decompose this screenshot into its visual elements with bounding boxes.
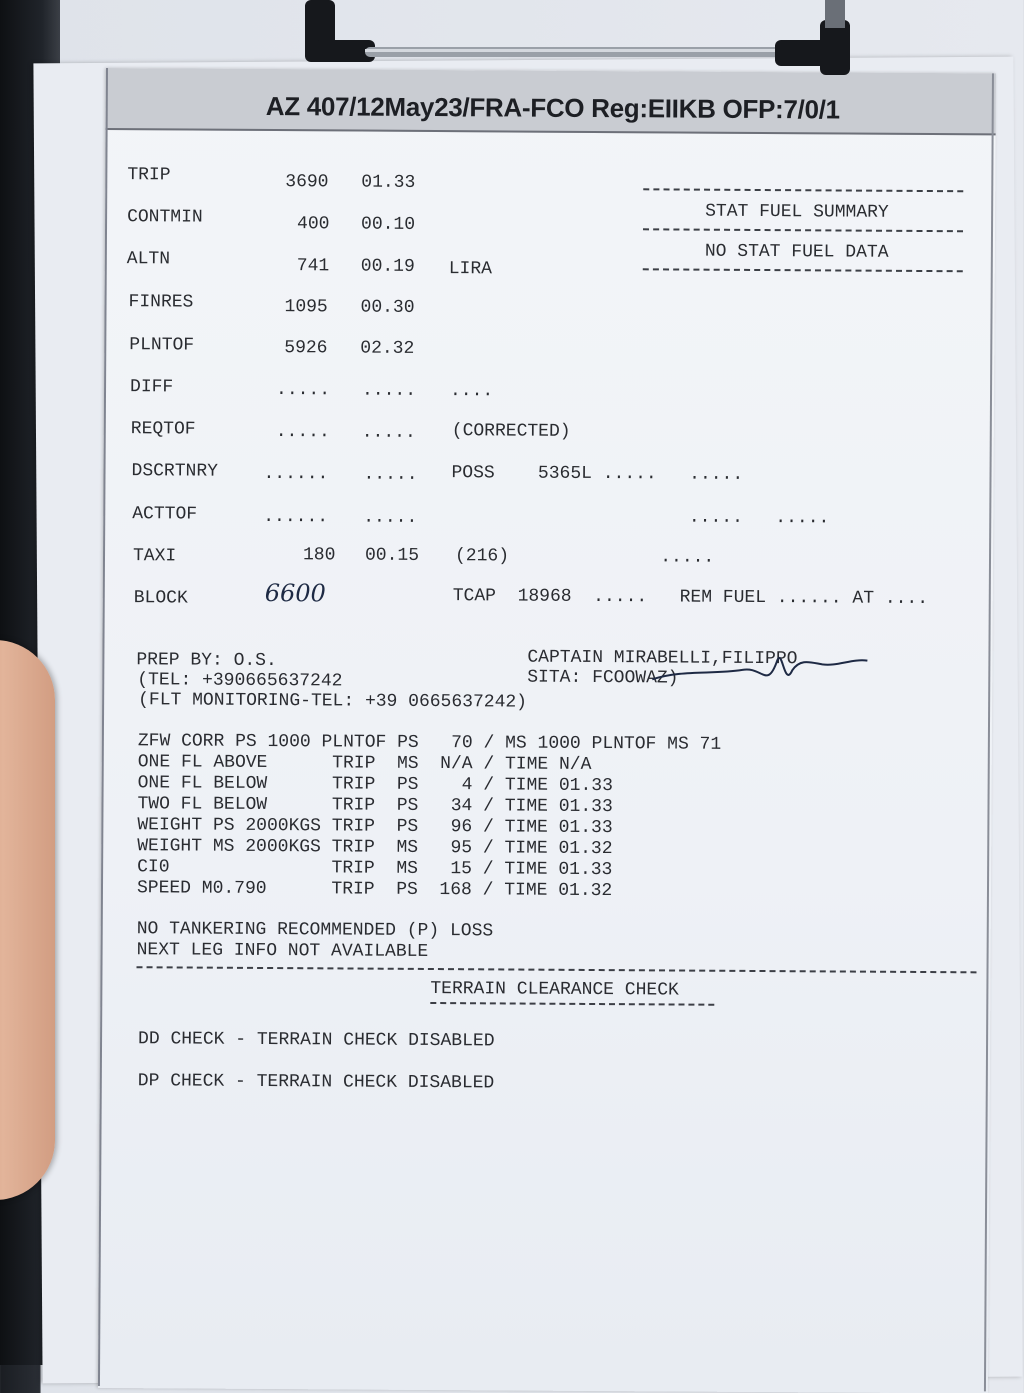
fuel-label: ACTTOF	[132, 504, 198, 525]
discretionary-extra: POSS 5365L ..... .....	[451, 463, 744, 485]
tankering-line: NO TANKERING RECOMMENDED (P) LOSS	[136, 919, 494, 942]
taxi-extra: (216) .....	[454, 546, 715, 568]
time-value: 00.10	[360, 214, 416, 235]
dp-check: DP CHECK - TERRAIN CHECK DISABLED	[137, 1071, 495, 1094]
correction-line: TWO FL BELOW TRIP PS 34 / TIME 01.33	[137, 794, 613, 818]
thumb	[0, 640, 55, 1200]
stat-fuel-title: STAT FUEL SUMMARY	[705, 201, 889, 223]
captain-name: CAPTAIN MIRABELLI,FILIPPO	[527, 647, 798, 670]
correction-line: WEIGHT MS 2000KGS TRIP MS 95 / TIME 01.32	[137, 836, 613, 860]
fuel-value: 400	[296, 214, 330, 235]
corrected-note: (CORRECTED)	[451, 421, 571, 442]
terrain-title: TERRAIN CLEARANCE CHECK	[430, 978, 679, 1001]
correction-line: SPEED M0.790 TRIP PS 168 / TIME 01.32	[136, 878, 613, 902]
fuel-value: ......	[263, 463, 329, 485]
divider	[137, 966, 977, 973]
alternate-code: LIRA	[448, 259, 493, 280]
fuel-label: DIFF	[129, 377, 174, 398]
time-value: 02.32	[360, 338, 415, 359]
fuel-label: TRIP	[127, 165, 171, 186]
time-value: 01.33	[361, 172, 416, 193]
dd-check: DD CHECK - TERRAIN CHECK DISABLED	[138, 1029, 495, 1052]
correction-line: ZFW CORR PS 1000 PLNTOF PS 70 / MS 1000 PLNTOF MS 71	[137, 731, 722, 755]
divider	[643, 228, 963, 232]
divider	[430, 1002, 714, 1006]
fuel-value: 180	[302, 545, 336, 566]
fuel-label: CONTMIN	[127, 207, 203, 228]
divider	[643, 268, 963, 272]
fuel-value: 1095	[284, 297, 328, 318]
fuel-label: DSCRTNRY	[131, 461, 219, 482]
fuel-label: PLNTOF	[129, 335, 195, 356]
fuel-label: TAXI	[132, 546, 177, 567]
sita-address: SITA: FCOOWAZ)	[527, 667, 679, 689]
fuel-value: ......	[263, 506, 329, 528]
fuel-value: 741	[296, 256, 330, 277]
fuel-value: .....	[275, 380, 331, 401]
captain-signature	[642, 639, 872, 700]
next-leg-line: NEXT LEG INFO NOT AVAILABLE	[136, 940, 429, 962]
time-value: 00.15	[364, 545, 420, 566]
block-extra: TCAP 18968 ..... REM FUEL ...... AT ....	[452, 586, 929, 610]
clipboard-clip	[305, 0, 850, 78]
time-value: .....	[363, 507, 418, 528]
fuel-value: .....	[275, 422, 330, 443]
time-value: 00.19	[360, 256, 415, 277]
fuel-label: FINRES	[128, 292, 194, 313]
prep-tel: (TEL: +390665637242	[137, 670, 343, 692]
ofp-sheet	[98, 68, 996, 1393]
fuel-value: 5926	[284, 338, 328, 359]
time-value: 00.30	[360, 297, 415, 318]
prep-by: PREP BY: O.S.	[136, 650, 277, 672]
acttof-extra: ..... .....	[451, 506, 830, 529]
correction-line: CI0 TRIP MS 15 / TIME 01.33	[137, 857, 613, 881]
flt-monitoring-tel: (FLT MONITORING-TEL: +39 0665637242)	[138, 690, 528, 713]
fuel-label: REQTOF	[130, 419, 196, 440]
correction-line: ONE FL BELOW TRIP PS 4 / TIME 01.33	[137, 773, 613, 797]
time-value: .....	[361, 380, 417, 401]
time-value: .....	[363, 464, 418, 485]
time-value: .....	[361, 422, 416, 443]
fuel-label: BLOCK	[133, 588, 188, 609]
block-fuel-handwritten: 6600	[264, 578, 326, 608]
stat-fuel-note: NO STAT FUEL DATA	[704, 241, 889, 263]
flight-title: AZ 407/12May23/FRA-FCO Reg:EIIKB OFP:7/0/1	[265, 90, 840, 125]
fuel-label: ALTN	[126, 249, 171, 270]
divider	[643, 188, 963, 192]
fuel-value: 3690	[285, 172, 329, 193]
header-bar	[106, 68, 996, 135]
correction-line: ONE FL ABOVE TRIP MS N/A / TIME N/A	[137, 752, 592, 775]
correction-line: WEIGHT PS 2000KGS TRIP PS 96 / TIME 01.33	[137, 815, 613, 839]
diff-extra: ....	[449, 381, 494, 402]
